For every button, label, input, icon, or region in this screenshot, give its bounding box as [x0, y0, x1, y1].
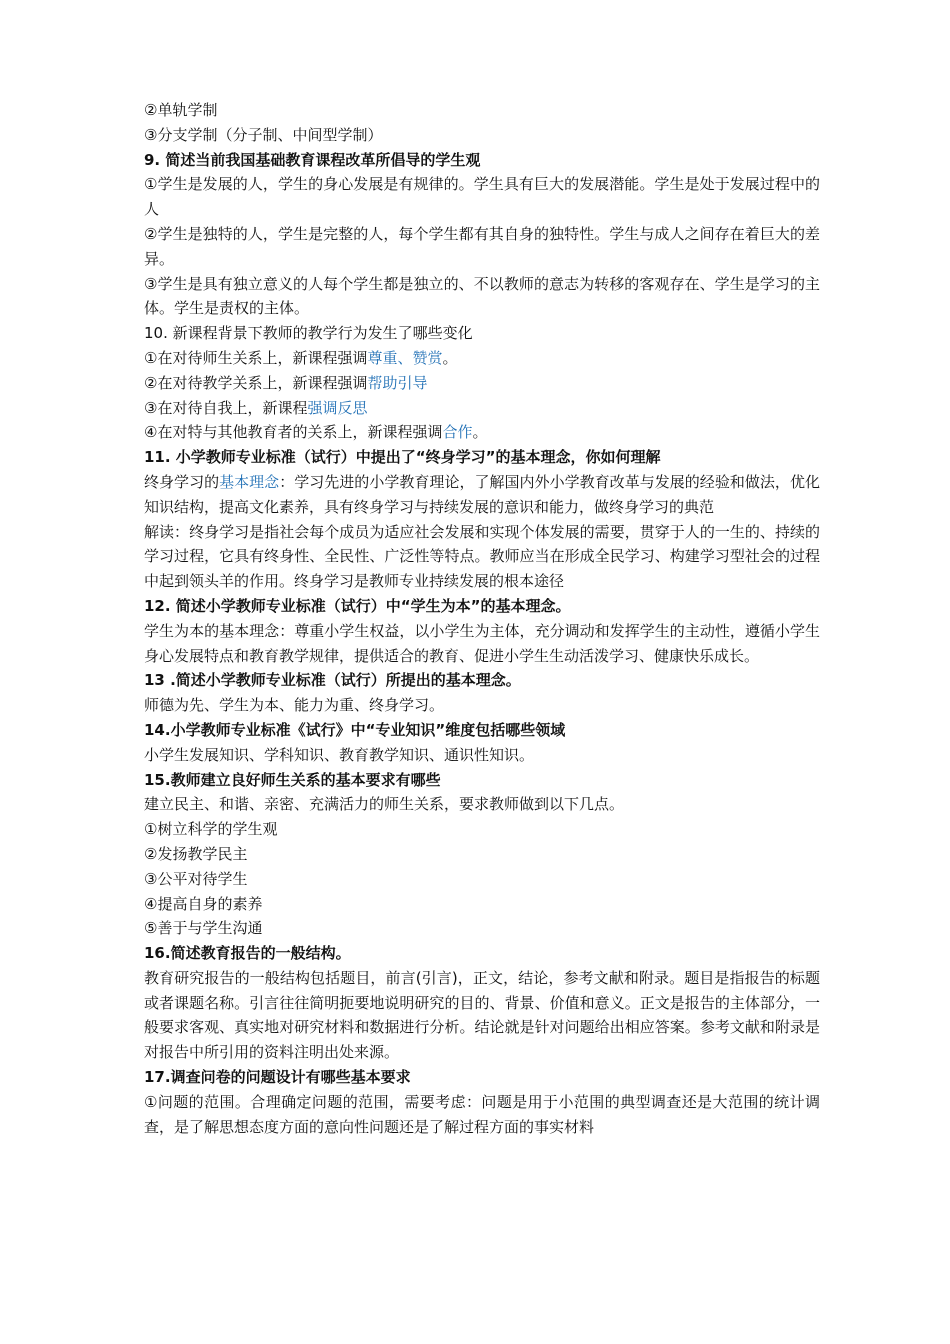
- paragraph: ①学生是发展的人，学生的身心发展是有规律的。学生具有巨大的发展潜能。学生是处于发展过程中的人: [144, 175, 820, 219]
- list-item: ④提高自身的素养: [144, 894, 263, 913]
- list-item: ②发扬教学民主: [144, 844, 248, 863]
- question-heading: 10. 新课程背景下教师的教学行为发生了哪些变化: [144, 324, 473, 343]
- paragraph: ③学生是具有独立意义的人每个学生都是独立的、不以教师的意志为转移的客观存在、学生是学习的主体。学生是责权的主体。: [144, 274, 820, 318]
- text: 。: [442, 348, 458, 367]
- list-item: [144, 346, 820, 371]
- list-item: [144, 396, 820, 421]
- paragraph: 解读：终身学习是指社会每个成员为适应社会发展和实现个体发展的需要，贯穿于人的一生的、持续的学习过程，它具有终身性、全民性、广泛性等特点。教师应当在形成全民学习、构建学习型社会的过程中起到领头羊的作用。终身学习是教师专业持续发展的根本途径: [144, 522, 820, 591]
- highlight-text: 基本理念: [219, 472, 280, 491]
- list-item: [144, 420, 820, 445]
- paragraph: 学生为本的基本理念：尊重小学生权益，以小学生为主体，充分调动和发挥学生的主动性，遵循小学生身心发展特点和教育教学规律，提供适合的教育、促进小学生生动活泼学习、健康快乐成长。: [144, 621, 820, 665]
- paragraph: ②学生是独特的人，学生是完整的人，每个学生都有其自身的独特性。学生与成人之间存在着巨大的差异。: [144, 224, 820, 268]
- text: 。: [472, 423, 488, 442]
- paragraph: ①问题的范围。合理确定问题的范围，需要考虑：问题是用于小范围的典型调查还是大范围的统计调查，是了解思想态度方面的意向性问题还是了解过程方面的事实材料: [144, 1092, 820, 1136]
- paragraph: 小学生发展知识、学科知识、教育教学知识、通识性知识。: [144, 745, 535, 764]
- question-heading: 17.调查问卷的问题设计有哪些基本要求: [144, 1068, 411, 1087]
- paragraph: 建立民主、和谐、亲密、充满活力的师生关系，要求教师做到以下几点。: [144, 795, 625, 814]
- text: ④在对特与其他教育者的关系上，新课程强调: [144, 423, 443, 442]
- paragraph: [144, 470, 820, 520]
- list-item: ③公平对待学生: [144, 869, 248, 888]
- question-heading: 11. 小学教师专业标准（试行）中提出了“终身学习”的基本理念，你如何理解: [144, 448, 661, 467]
- text: ②在对待教学关系上，新课程强调: [144, 373, 368, 392]
- question-heading: 16.简述教育报告的一般结构。: [144, 944, 351, 963]
- paragraph: 教育研究报告的一般结构包括题目，前言(引言)，正文，结论，参考文献和附录。题目是指报告的标题或者课题名称。引言往往简明扼要地说明研究的目的、背景、价值和意义。正文是报告的主体部分，一般要求客观、真实地对研究材料和数据进行分析。结论就是针对问题给出相应答案。参考文献和附录是对报告中所引用的资料注明出处来源。: [144, 968, 820, 1062]
- paragraph: 师德为先、学生为本、能力为重、终身学习。: [144, 696, 445, 715]
- highlight-text: 合作: [442, 423, 473, 442]
- list-item: ⑤善于与学生沟通: [144, 919, 263, 938]
- highlight-text: 强调反思: [307, 398, 368, 417]
- text-line: ③分支学制（分子制、中间型学制）: [144, 125, 383, 144]
- question-heading: 13 .简述小学教师专业标准（试行）所提出的基本理念。: [144, 671, 521, 690]
- list-item: [144, 371, 820, 396]
- question-heading: 14.小学教师专业标准《试行》中“专业知识”维度包括哪些领域: [144, 720, 566, 739]
- text: ：学习先进的小学教育理论，了解国内外小学教育改革与发展的经验和做法，优化知识结构，提高文化素养，具有终身学习与持续发展的意识和能力，做终身学习的典范: [144, 472, 820, 516]
- text-line: ②单轨学制: [144, 101, 218, 119]
- list-item: ①树立科学的学生观: [144, 820, 278, 839]
- question-heading: 15.教师建立良好师生关系的基本要求有哪些: [144, 770, 441, 789]
- highlight-text: 帮助引导: [367, 373, 428, 392]
- highlight-text: 尊重、赞赏: [367, 348, 443, 367]
- question-heading: 9. 简述当前我国基础教育课程改革所倡导的学生观: [144, 150, 481, 169]
- document-page: [144, 98, 820, 1139]
- text: ①在对待师生关系上，新课程强调: [144, 348, 368, 367]
- text: ③在对待自我上，新课程: [144, 398, 308, 417]
- question-heading: 12. 简述小学教师专业标准（试行）中“学生为本”的基本理念。: [144, 596, 571, 615]
- text: 终身学习的: [144, 472, 220, 491]
